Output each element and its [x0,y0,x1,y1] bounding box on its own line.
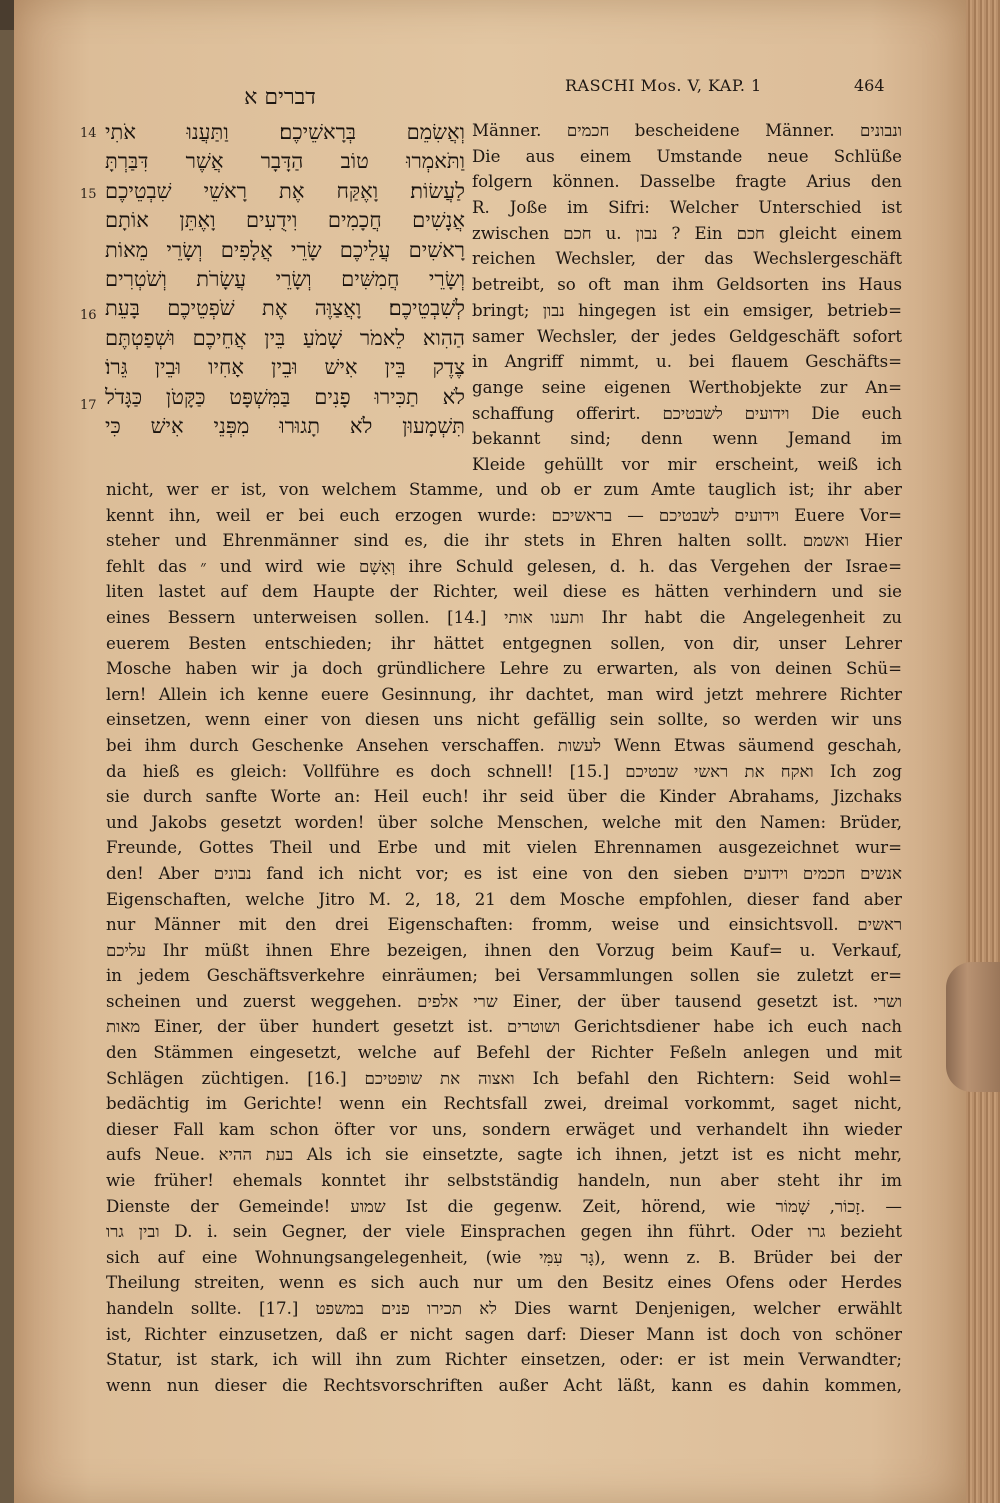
thumb-index-tab [946,962,1000,1092]
commentary-line: מאות Einer, der über hundert gesetzt ist. ושוטרים Gerichtsdiener habe ich euch nach [106,1017,902,1037]
commentary-line: schaffung offerirt. וידועים לשבטיכם Die euch [472,403,902,423]
commentary-line: liten lastet auf dem Haupte der Richter, weil diese es hätten verhindern und sie [106,582,902,602]
commentary-line: Statur, ist stark, ich will ihn zum Richter einsetzen, oder: er ist mein Verwandter; [106,1350,902,1370]
page-edges [966,0,1000,1503]
hebrew-line: תִּשְׁמָעוּן לֹא תָגוּרוּ מִפְּנֵי אִישׁ כִּי [105,413,465,438]
commentary-line: עליכם Ihr müßt ihnen Ehre bezeigen, ihnen den Vorzug beim Kauf= u. Verkauf, [106,940,902,960]
hebrew-line: וַתֹּאמְרוּ טוֹב הַדָּבָר אֲשֶׁר דִּבַּרְתָּ [105,149,465,174]
commentary-line: scheinen und zuerst weggehen. שרי אלפים Einer, der über tausend gesetzt ist. ושרי [106,991,902,1011]
commentary-line: folgern können. Dasselbe fragte Arius den [472,172,902,192]
hebrew-line: אֲנָשִׁים חֲכָמִים וִידֻעִים וָאֶתֵּן אוֹתָם [105,208,465,233]
commentary-line: nur Männer mit den drei Eigenschaften: fromm, weise und einsichtsvoll. ראשים [106,915,902,935]
commentary-line: wie früher! ehemals konntet ihr selbstständig handeln, nun aber steht ihr im [106,1171,902,1191]
hebrew-line: לַעֲשׂוֹת׃ וָאֶקַּח אֶת רָאשֵׁי שִׁבְטֵיכֶם [105,178,465,203]
binding-edge [0,0,14,30]
hebrew-line: הַהִוא לֵאמֹר שָׁמֹעַ בֵּין אֲחֵיכֶם וּשְׁפַטְתֶּם [105,325,465,350]
commentary-column [472,118,902,478]
commentary-line: da hieß es gleich: Vollführe es doch schnell! [15.] ואקח את ראשי שבטיכם Ich zog [106,761,902,781]
verse-number: 15 [80,187,97,202]
running-title: RASCHI Mos. V, KAP. 1 [565,76,762,95]
commentary-line: R. Joße im Sifri: Welcher Unterschied ist [472,198,902,218]
commentary-line: euerem Besten entschieden; ihr hättet entgegnen sollen, von dir, unser Lehrer [106,633,902,653]
hebrew-bible-text [105,118,465,441]
commentary-line: kennt ihn, weil er bei euch erzogen wurde: וידועים לשבטיכם — בראשיכם Euere Vor= [106,505,902,525]
commentary-line: gange seine eigenen Werthobjekte zur An= [472,377,902,397]
commentary-line: einsetzen, wenn einer von diesen uns nicht gefällig sein sollte, so werden wir uns [106,710,902,730]
commentary-line: zwischen חכם u. נבון ? Ein חכם gleicht einem [472,223,902,243]
commentary-line: sich auf eine Wohnungsangelegenheit, (wie גָּר עִמִּי), wenn z. B. Brüder bei der [106,1247,902,1267]
commentary-line: samer Wechsler, der jedes Geldgeschäft sofort [472,326,902,346]
commentary-line: in Angriff nimmt, u. bei flauem Geschäfts= [472,352,902,372]
commentary-line: bekannt sind; denn wenn Jemand im [472,429,902,449]
page-number: 464 [854,76,885,95]
commentary-line: Mosche haben wir ja doch gründlichere Lehre zu erwarten, als von deinen Schü= [106,659,902,679]
hebrew-line: וְשָׂרֵי חֲמִשִּׁים וְשָׂרֵי עֲשָׂרֹת וְשֹׁטְרִים [105,266,465,291]
commentary-body [106,477,902,1398]
commentary-line: bringt; נבון hingegen ist ein emsiger, betrieb= [472,300,902,320]
commentary-line: Freunde, Gottes Theil und Erbe und mit vielen Ehrennamen ausgezeichnet wur= [106,838,902,858]
commentary-line: den Stämmen eingesetzt, welche auf Befehl der Richter Feßeln anlegen und mit [106,1043,902,1063]
commentary-line: Kleide gehüllt vor mir erscheint, weiß ich [472,454,902,474]
commentary-line: wenn nun dieser die Rechtsvorschriften außer Acht läßt, kann es dahin kommen, [106,1375,902,1395]
commentary-line: sie durch sanfte Worte an: Heil euch! ihr seid über die Kinder Abrahams, Jizchaks [106,787,902,807]
commentary-line: lern! Allein ich kenne euere Gesinnung, ihr dachtet, man wird jetzt mehrere Richter [106,684,902,704]
commentary-line: Eigenschaften, welche Jitro M. 2, 18, 21 dem Mosche empfohlen, dieser fand aber [106,889,902,909]
hebrew-line: לְשִׁבְטֵיכֶם׃ וָאֲצַוֶּה אֶת שֹׁפְטֵיכֶם בָּעֵת [105,296,465,321]
commentary-line: ובין גרו D. i. sein Gegner, der viele Einsprachen gegen ihn führt. Oder גרו bezieht [106,1222,902,1242]
commentary-line: handeln sollte. [17.] לא תכירו פנים במשפט Dies warnt Denjenigen, welcher erwählt [106,1299,902,1318]
commentary-line: ist, Richter einzusetzen, daß er nicht sagen darf: Dieser Mann ist doch von schöner [106,1324,902,1344]
commentary-line: Theilung streiten, wenn es sich auch nur um den Besitz eines Ofens oder Herdes [106,1273,902,1293]
commentary-line: Die aus einem Umstande neue Schlüße [472,146,902,166]
commentary-line: bei ihm durch Geschenke Ansehen verschaffen. לעשות Wenn Etwas säumend geschah, [106,735,902,755]
verse-number: 14 [80,126,97,141]
hebrew-line: רָאשִׁים עֲלֵיכֶם שָׂרֵי אֲלָפִים וְשָׂרֵי מֵאוֹת [105,237,465,262]
commentary-line: in jedem Geschäftsverkehre einräumen; bei Versammlungen sollen sie zuletzt er= [106,966,902,986]
commentary-line: reichen Wechsler, der das Wechslergeschäft [472,249,902,269]
commentary-line: dieser Fall kam schon öfter vor uns, sondern erwäget und verhandelt ihn wieder [106,1119,902,1139]
commentary-line: bedächtig im Gerichte! wenn ein Rechtsfall zwei, dreimal vorkommt, saget nicht, [106,1094,902,1114]
commentary-line: nicht, wer er ist, von welchem Stamme, und ob er zum Amte tauglich ist; ihr aber [106,480,902,499]
commentary-line: und Jakobs gesetzt worden! über solche Menschen, welche mit den Namen: Brüder, [106,812,902,832]
commentary-line: aufs Neue. בעת ההיא Als ich sie einsetzte, sagte ich ihnen, jetzt ist es nicht mehr, [106,1145,902,1165]
commentary-line: steher und Ehrenmänner sind es, die ihr stets in Ehren halten sollt. ואשמם Hier [106,531,902,551]
commentary-line: Schlägen züchtigen. [16.] ואצוה את שופטיכם Ich befahl den Richtern: Seid wohl= [106,1068,902,1088]
commentary-line: Männer. חכמים bescheidene Männer. ונבונים [472,121,902,140]
hebrew-line: לֹא תַכִּירוּ פָנִים בַּמִּשְׁפָּט כַּקָּטֹן כַּגָּדֹל [105,384,465,409]
hebrew-line: וְאֲשִׂמֵם בְּרָאשֵׁיכֶם׃ וַתַּעֲנוּ אֹתִי [105,120,465,144]
commentary-line: eines Bessern unterweisen sollen. [14.] ותענו אותי Ihr habt die Angelegenheit zu [106,607,902,627]
commentary-line: den! Aber נבונים fand ich nicht vor; es ist eine von den sieben אנשים חכמים וידועים [106,863,902,883]
verse-number: 17 [80,398,97,413]
hebrew-running-title: דברים א [244,85,316,110]
commentary-line: fehlt das ״ und wird wie וְאָשָׁם ihre Schuld gelesen, d. h. das Vergehen der Israe= [106,556,902,576]
hebrew-line: צֶדֶק בֵּין אִישׁ וּבֵין אָחִיו וּבֵין גֵּרוֹ׃ [105,355,465,380]
verse-number: 16 [80,308,97,323]
commentary-line: Dienste der Gemeinde! שמוע Ist die gegenw. Zeit, hörend, wie זָכוֹר, שָׁמוֹר. — [106,1196,902,1216]
commentary-line: betreibt, so oft man ihm Geldsorten ins Haus [472,275,902,295]
